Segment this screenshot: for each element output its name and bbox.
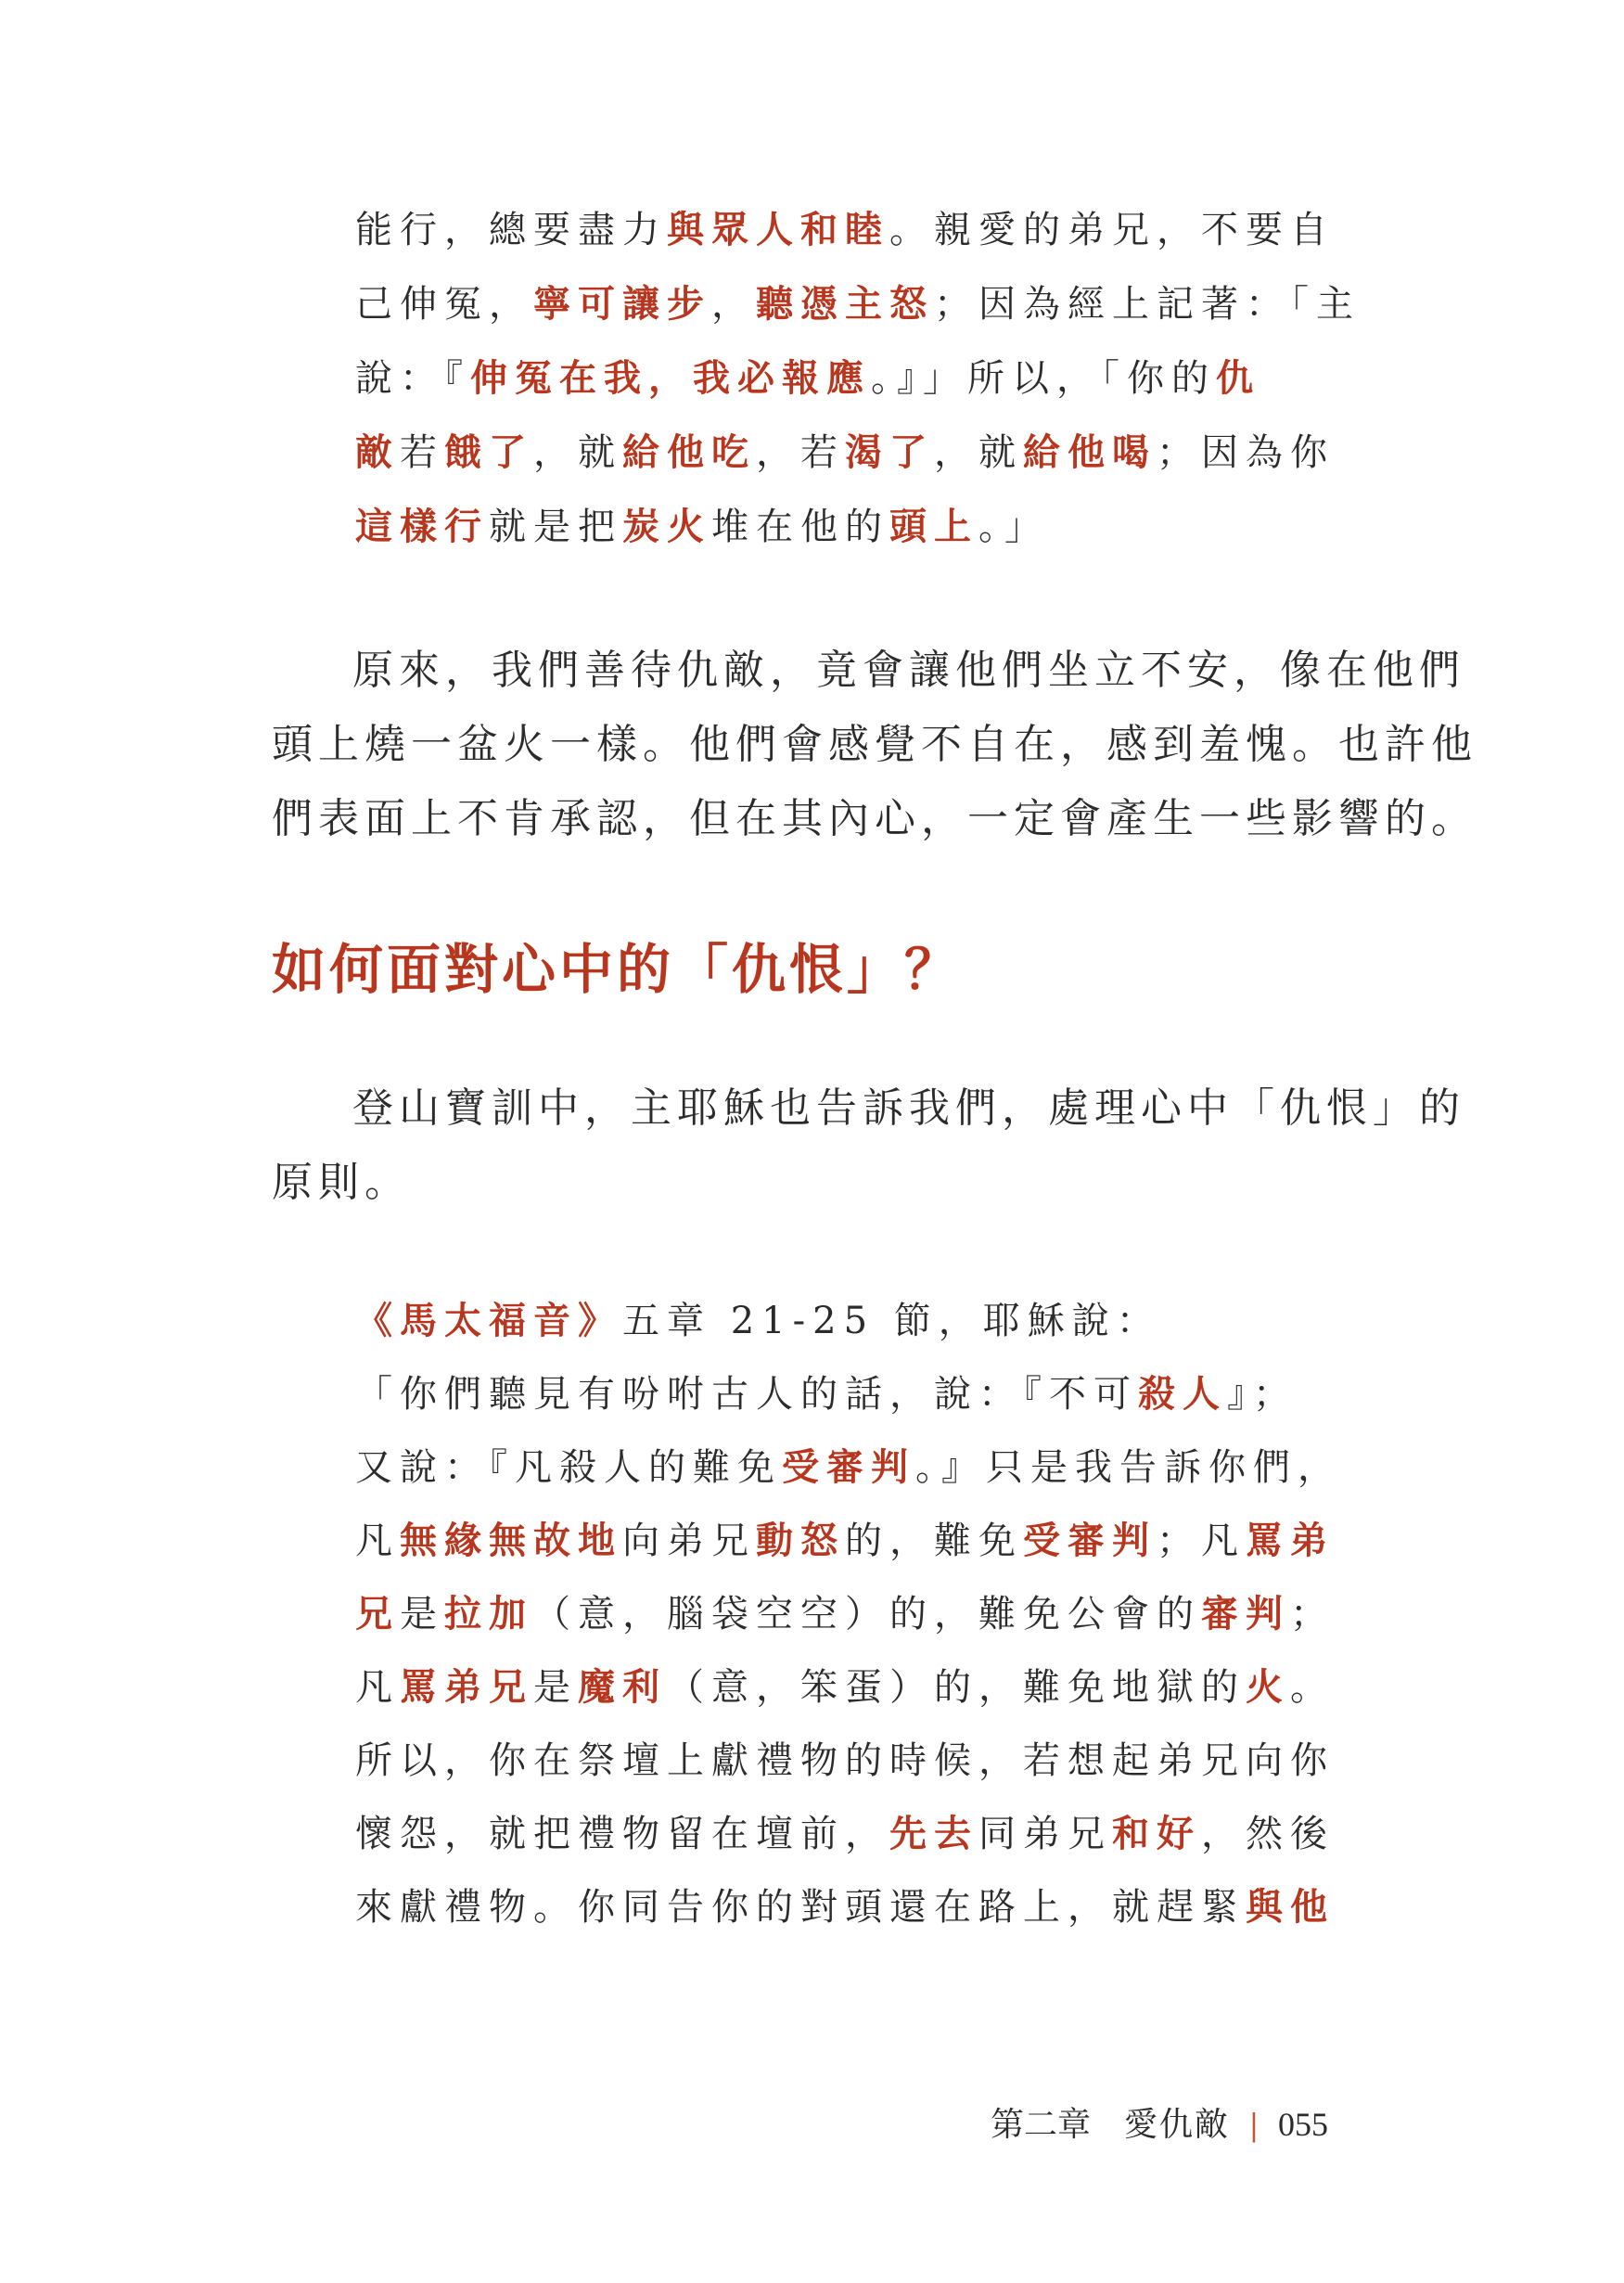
highlighted-text: 先去 [889, 1812, 978, 1855]
highlighted-text: 伸冤在我，我必報應 [470, 356, 871, 400]
paragraph-line: 原則。 [272, 1160, 411, 1205]
footer-chapter: 第二章 [991, 2106, 1092, 2143]
page-footer [991, 2098, 1328, 2146]
highlighted-text: 殺人 [1138, 1372, 1227, 1416]
highlighted-text: 拉加 [444, 1592, 533, 1635]
text-span: ；因為經上記著：「主 [934, 283, 1361, 326]
text-span: 己伸冤， [355, 283, 533, 326]
highlighted-text: 敵 [355, 430, 400, 474]
text-span: 。』只是我告訴你們， [915, 1446, 1342, 1489]
quote-line [355, 1438, 1342, 1491]
quote-line [355, 1658, 1335, 1711]
highlighted-text: 給他吃 [622, 430, 756, 474]
highlighted-text: 魔利 [578, 1665, 667, 1709]
highlighted-text: 餓了 [444, 430, 533, 474]
text-span: 所以，你在祭壇上獻禮物的時候，若想起弟兄向你 [355, 1739, 1335, 1782]
quote-line [355, 1878, 1335, 1930]
quote-line [355, 1365, 1298, 1417]
highlighted-text: 兄 [355, 1592, 400, 1635]
quote-line [355, 275, 1361, 327]
highlighted-text: 動怒 [756, 1519, 845, 1562]
text-span: ；凡 [1157, 1520, 1246, 1562]
text-span: 凡 [355, 1666, 400, 1709]
text-span: 若 [400, 431, 444, 474]
paragraph-line: 們表面上不肯承認，但在其內心，一定會產生一些影響的。 [272, 796, 1477, 841]
highlighted-text: 聽憑主怒 [756, 282, 934, 326]
text-span: 說：『 [355, 357, 470, 400]
text-span: ，就 [934, 431, 1023, 474]
highlighted-text: 給他喝 [1023, 430, 1157, 474]
footer-title: 愛仇敵 [1124, 2106, 1231, 2143]
text-span: 的，難免 [845, 1520, 1023, 1562]
text-span: ，就 [533, 431, 622, 474]
page-number: 055 [1277, 2106, 1328, 2143]
quote-line [355, 1804, 1335, 1857]
text-span: 「你們聽見有吩咐古人的話，說：『不可 [355, 1373, 1138, 1416]
highlighted-text: 受審判 [1023, 1519, 1157, 1562]
quote-line [355, 1511, 1335, 1564]
text-span: 』； [1227, 1373, 1298, 1416]
highlighted-text: 仇 [1216, 356, 1260, 400]
quote-line [355, 1731, 1335, 1784]
text-span: ， [711, 283, 756, 326]
text-span: ，若 [756, 431, 845, 474]
quote-line [355, 349, 1260, 402]
highlighted-text: 這樣行 [355, 505, 489, 548]
quote-line [355, 423, 1335, 476]
highlighted-text: 審判 [1201, 1592, 1290, 1635]
highlighted-text: 受審判 [782, 1445, 915, 1489]
text-span: 是 [400, 1593, 444, 1635]
text-span: 又說：『凡殺人的難免 [355, 1446, 782, 1489]
highlighted-text: 無緣無故地 [400, 1519, 622, 1562]
text-span: 來獻禮物。你同告你的對頭還在路上，就趕緊 [355, 1886, 1246, 1929]
highlighted-text: 與眾人和睦 [667, 208, 889, 251]
highlighted-text: 罵弟 [1246, 1519, 1335, 1562]
highlighted-text: 火 [1246, 1665, 1290, 1709]
text-span: （意，笨蛋）的，難免地獄的 [667, 1666, 1246, 1709]
text-span: （意，腦袋空空）的，難免公會的 [533, 1593, 1201, 1635]
quote-line [355, 1584, 1335, 1637]
text-span: ； [1290, 1593, 1335, 1635]
paragraph-line: 登山寶訓中，主耶穌也告訴我們，處理心中「仇恨」的 [352, 1085, 1465, 1131]
text-span: 凡 [355, 1520, 400, 1562]
text-span: 能行，總要盡力 [355, 209, 667, 251]
text-span: 就是把 [489, 506, 622, 548]
quote-line [355, 200, 1335, 253]
highlighted-text: 炭火 [622, 505, 711, 548]
highlighted-text: 與他 [1246, 1885, 1335, 1929]
text-span: 。 [1290, 1666, 1335, 1709]
section-heading: 如何面對心中的「仇恨」？ [272, 938, 963, 1001]
quote-line [355, 497, 1049, 550]
highlighted-text: 頭上 [889, 505, 978, 548]
text-span: 堆在他的 [711, 506, 889, 548]
text-span: 五章 21-25 節，耶穌說： [622, 1300, 1161, 1342]
text-span: 同弟兄 [978, 1813, 1112, 1855]
text-span: 。親愛的弟兄，不要自 [889, 209, 1335, 251]
quote-line [355, 1291, 1161, 1344]
highlighted-text: 罵弟兄 [400, 1665, 533, 1709]
text-span: ；因為你 [1157, 431, 1335, 474]
text-span: 。」 [978, 506, 1049, 548]
text-span: 向弟兄 [622, 1520, 756, 1562]
highlighted-text: 《馬太福音》 [355, 1299, 622, 1342]
text-span: 懷怨，就把禮物留在壇前， [355, 1813, 889, 1855]
text-span: 。』」所以，「你的 [871, 357, 1216, 400]
text-span: 是 [533, 1666, 578, 1709]
highlighted-text: 寧可讓步 [533, 282, 711, 326]
footer-separator: | [1250, 2106, 1258, 2143]
paragraph-line: 原來，我們善待仇敵，竟會讓他們坐立不安，像在他們 [352, 648, 1465, 693]
paragraph-line: 頭上燒一盆火一樣。他們會感覺不自在，感到羞愧。也許他 [272, 722, 1477, 767]
highlighted-text: 渴了 [845, 430, 934, 474]
text-span: ，然後 [1201, 1813, 1335, 1855]
highlighted-text: 和好 [1112, 1812, 1201, 1855]
